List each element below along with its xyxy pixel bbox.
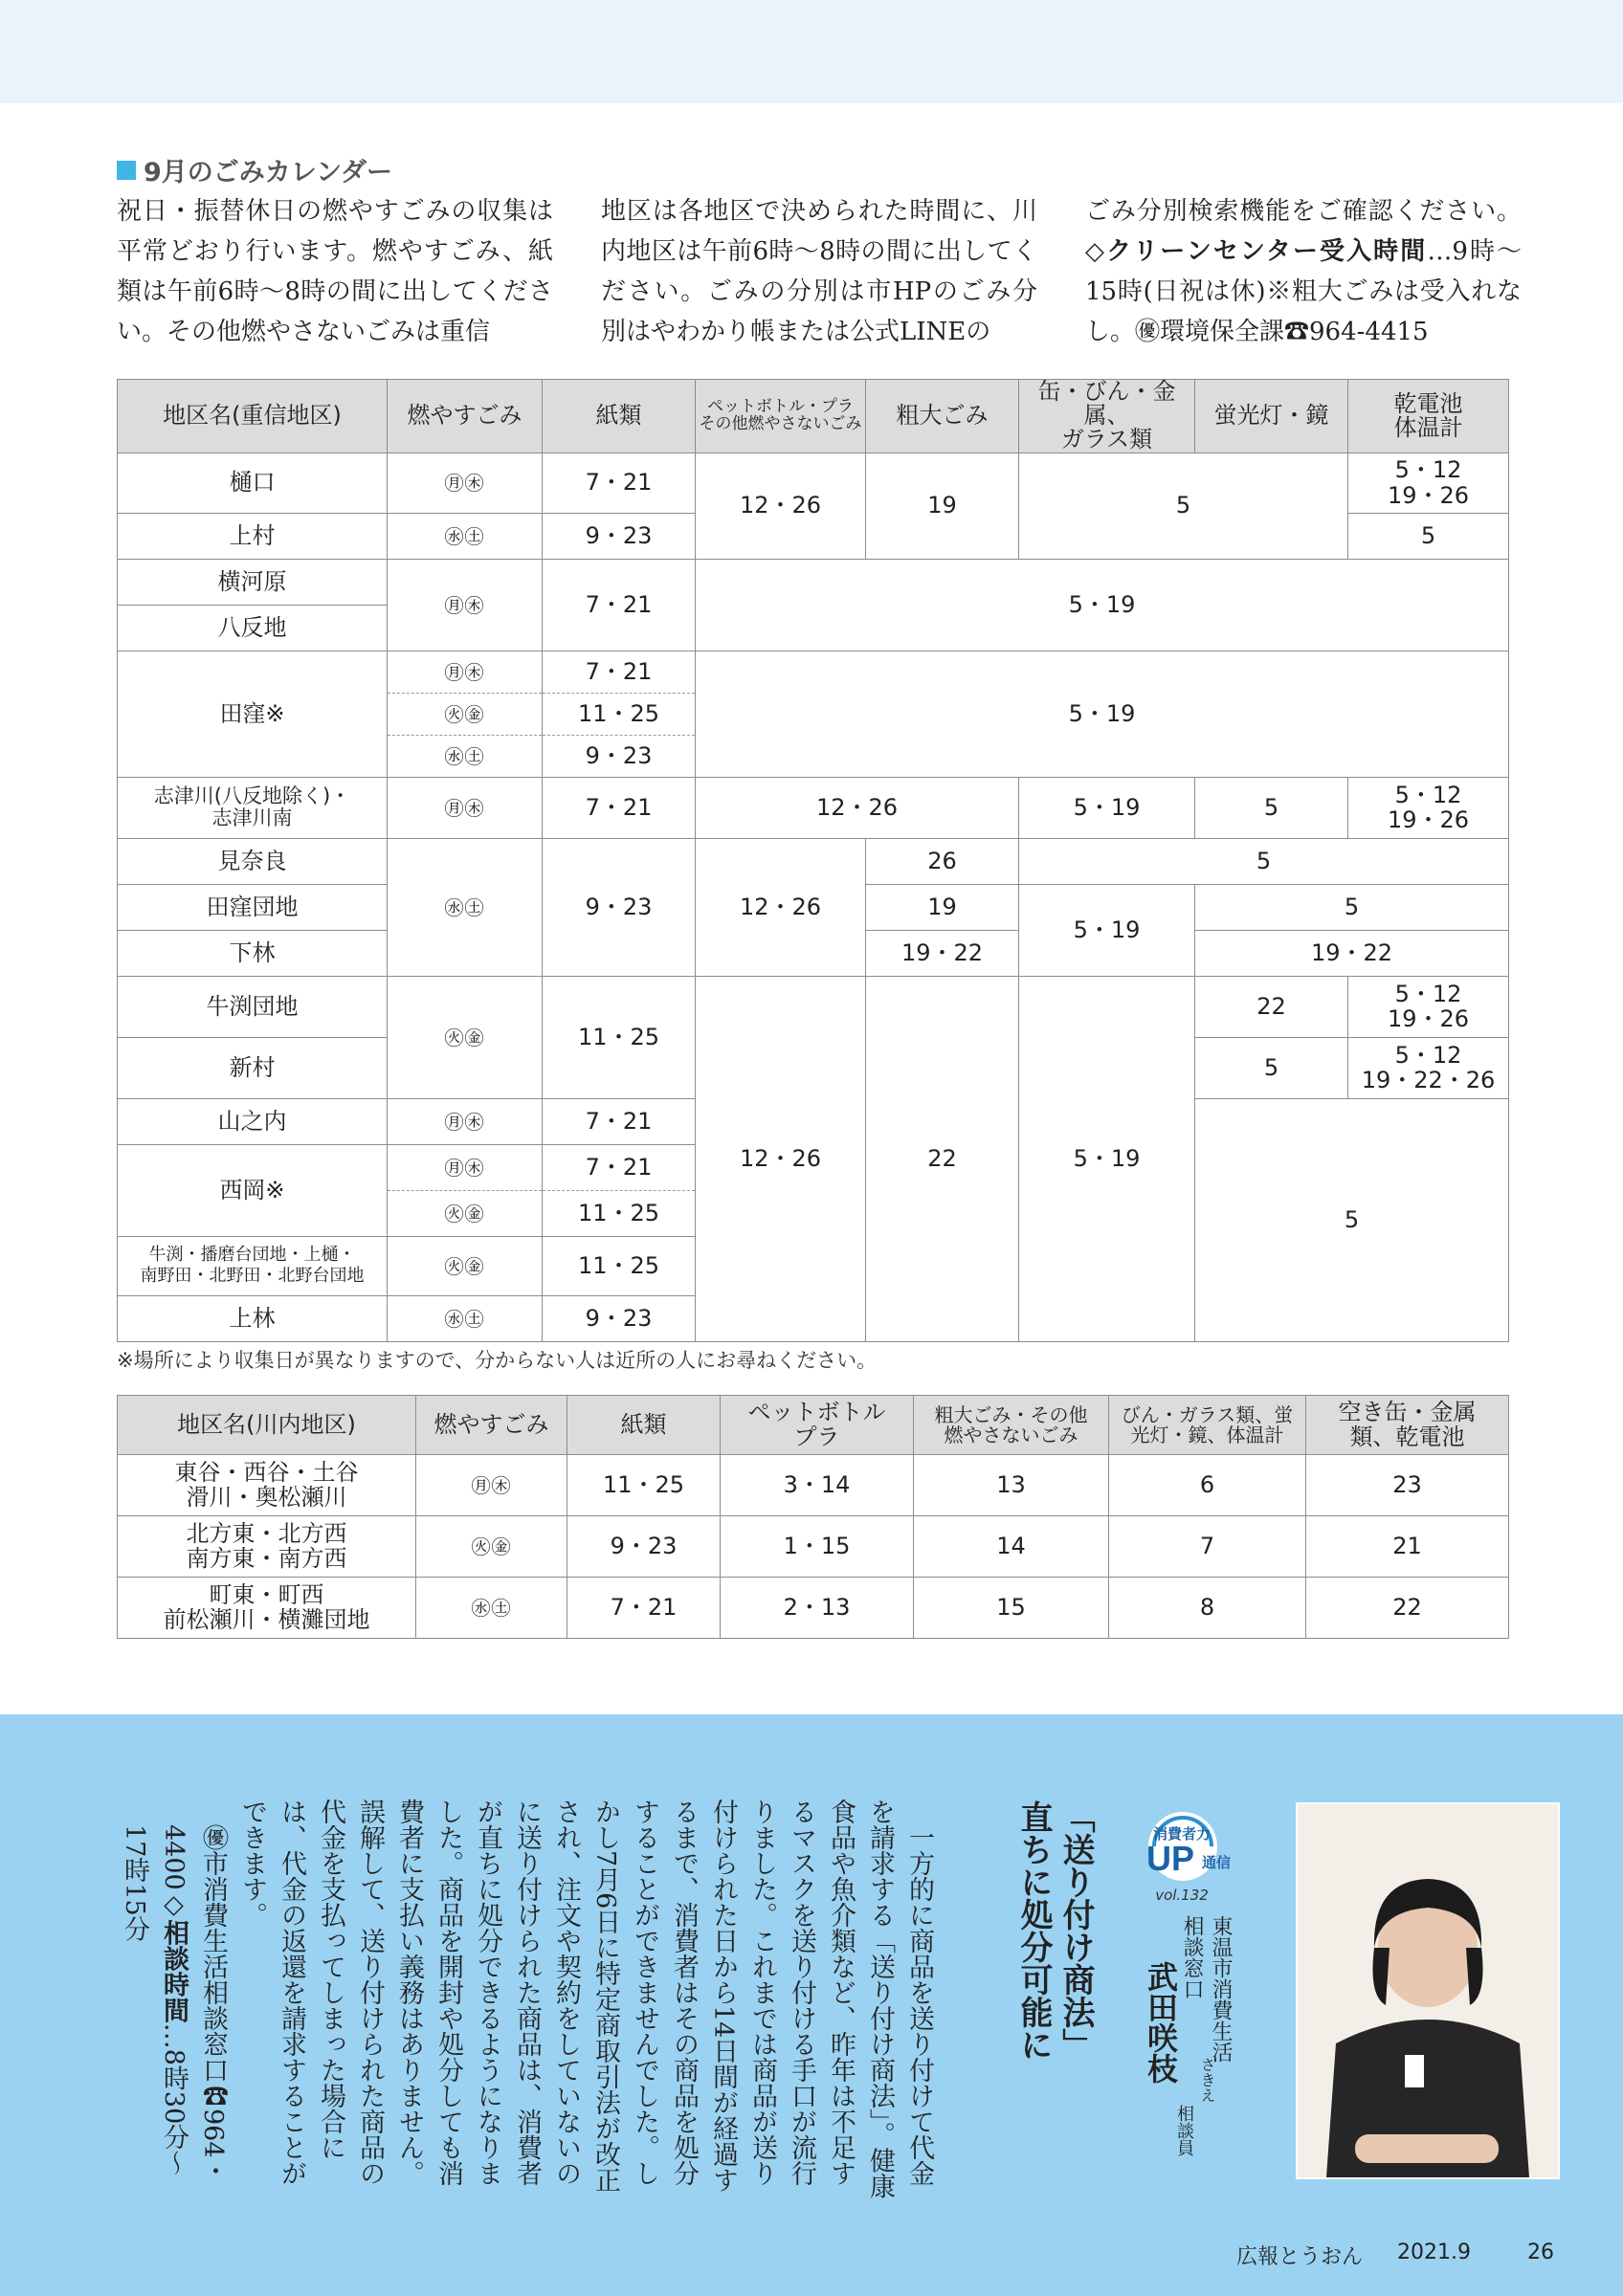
burnable-days: ㊊㊍ [416,1455,567,1516]
bulky-dates: 13 [914,1455,1109,1516]
burnable-days: ㊌㊏ [388,1295,543,1341]
table-header-row [118,380,1509,453]
table-row [118,453,1509,513]
col-header: 粗大ごみ [866,380,1019,453]
paper-dates: 9・23 [543,735,696,777]
paper-dates: 7・21 [543,651,696,693]
area-name: 山之内 [118,1098,388,1144]
battery-dates: 5・12 19・22・26 [1348,1037,1509,1098]
footer-page-number: 26 [1527,2241,1554,2264]
pet-dates: 12・26 [696,838,866,976]
bulky-dates: 22 [866,976,1019,1341]
bulky-dates: 19 [866,453,1019,559]
bulky-dates: 14 [914,1516,1109,1578]
other-dates: 5・19 [696,651,1509,777]
bulky-dates: 19 [866,884,1019,930]
pet-dates: 12・26 [696,453,866,559]
person-photo-icon [1298,1804,1558,2177]
lamps-dates: 22 [1195,976,1348,1037]
square-bullet-icon [117,161,136,180]
bulky-dates: 15 [914,1578,1109,1639]
burnable-days: ㊋㊎ [388,693,543,735]
battery-dates: 5・12 19・26 [1348,777,1509,838]
burnable-days: ㊌㊏ [388,735,543,777]
intro-col-2: 地区は各地区で決められた時間に、川内地区は午前6時～8時の間に出してください。ごみの分別は市HPのごみ分別はやわかり帳または公式LINEの [601,197,1037,346]
paper-dates: 11・25 [567,1455,721,1516]
col-header: 缶・びん・金属、 ガラス類 [1019,380,1195,453]
paper-dates: 11・25 [543,1236,696,1295]
paper-dates: 7・21 [543,1098,696,1144]
table-row [118,777,1509,838]
area-name: 志津川(八反地除く)・ 志津川南 [118,777,388,838]
paper-dates: 7・21 [567,1578,721,1639]
col-header: 紙類 [567,1396,721,1455]
col-header: 空き缶・金属 類、乾電池 [1306,1396,1509,1455]
paper-dates: 7・21 [543,559,696,651]
bulky-dates: 26 [866,838,1019,884]
other-dates: 5・19 [696,559,1509,651]
table-row [118,651,1509,693]
area-name: 樋口 [118,453,388,513]
table-row [118,1455,1509,1516]
footer-publication: 広報とうおん [1236,2245,1364,2269]
col-header: ペットボトル・プラ その他燃やさないごみ [696,380,866,453]
paper-dates: 11・25 [543,1190,696,1236]
burnable-days: ㊋㊎ [388,976,543,1098]
pet-dates: 1・15 [721,1516,914,1578]
footer-date: 2021.9 [1397,2241,1471,2264]
affiliation: 東温市消費生活 相談窓口 [1180,1915,1233,2063]
counselor-role: 相談員 [1174,2105,1194,2156]
burnable-days: ㊋㊎ [388,1190,543,1236]
paper-dates: 7・21 [543,453,696,513]
burnable-days: ㊊㊍ [388,1144,543,1190]
consumer-up-logo [1125,1802,1238,1908]
paper-dates: 11・25 [543,693,696,735]
counselor-photo [1296,1802,1560,2179]
section-title: 9月のごみカレンダー [117,151,392,188]
lamps-dates: 5 [1195,1037,1348,1098]
battery-dates: 5・12 19・26 [1348,453,1509,513]
burnable-days: ㊋㊎ [416,1516,567,1578]
logo-top-text: 消費者力 [1152,1825,1211,1843]
lamps-battery-dates: 5 [1195,884,1509,930]
cans-lamps-dates: 5 [1019,453,1348,559]
shigenobu-calendar-table [117,379,1509,1342]
burnable-days: ㊊㊍ [388,453,543,513]
area-name: 町東・町西 前松瀬川・横灘団地 [118,1578,416,1639]
battery-dates: 5・12 19・26 [1348,976,1509,1037]
cans-dates: 5・19 [1019,976,1195,1341]
intro-col-1: 祝日・振替休日の燃やすごみの収集は平常どおり行います。燃やすごみ、紙類は午前6時～8時の間に出してください。その他燃やさないごみは重信 [117,197,553,346]
col-header: 粗大ごみ・その他 燃やさないごみ [914,1396,1109,1455]
pet-bulky-dates: 12・26 [696,777,1019,838]
battery-dates: 5 [1348,513,1509,559]
area-name: 上村 [118,513,388,559]
area-name: 田窪団地 [118,884,388,930]
logo-vol: vol.132 [1155,1887,1209,1904]
burnable-days: ㊌㊏ [388,838,543,976]
col-header: ペットボトル プラ [721,1396,914,1455]
burnable-days: ㊌㊏ [388,513,543,559]
logo-up-text: UP [1146,1839,1195,1878]
area-name: 見奈良 [118,838,388,884]
table-row [118,838,1509,884]
name-kana: さきえ [1198,2057,1216,2103]
col-header: 地区名(重信地区) [118,380,388,453]
cans-dates: 5・19 [1019,777,1195,838]
area-name: 下林 [118,930,388,976]
cans-lamps-battery-dates: 5 [1019,838,1509,884]
table-note: ※場所により収集日が異なりますので、分からない人は近所の人にお尋ねください。 [117,1349,878,1372]
table-row [118,1516,1509,1578]
logo-right-text: 通信 [1202,1854,1232,1871]
paper-dates: 9・23 [543,513,696,559]
intro-text [117,191,1522,352]
col-header: 乾電池 体温計 [1348,380,1509,453]
article-contact: ㊝市消費生活相談窓口☎964・4400◇相談時間…8時30分～17時15分 [120,1824,228,2184]
table-header-row [118,1396,1509,1455]
cans-dates: 22 [1306,1578,1509,1639]
burnable-days: ㊊㊍ [388,777,543,838]
paper-dates: 11・25 [543,976,696,1098]
bulky-dates: 19・22 [866,930,1019,976]
table-row [118,559,1509,605]
bottles-dates: 7 [1109,1516,1306,1578]
area-name: 横河原 [118,559,388,605]
article-heading: 「送り付け商法」 直ちに処分可能に [1014,1800,1095,2061]
top-band [0,0,1623,103]
burnable-days: ㊊㊍ [388,1098,543,1144]
area-name: 牛渕・播磨台団地・上樋・ 南野田・北野田・北野台団地 [118,1236,388,1295]
cans-dates: 21 [1306,1516,1509,1578]
area-name: 西岡※ [118,1144,388,1236]
area-name: 田窪※ [118,651,388,777]
intro-col-3: ごみ分別検索機能をご確認ください。◇クリーンセンター受入時間…9時～15時(日祝は休)※粗大ごみは受入れなし。㊝環境保全課☎964-4415 [1085,197,1523,346]
burnable-days: ㊊㊍ [388,651,543,693]
pet-dates: 12・26 [696,976,866,1341]
pet-dates: 3・14 [721,1455,914,1516]
bottles-dates: 6 [1109,1455,1306,1516]
col-header: びん・ガラス類、蛍 光灯・鏡、体温計 [1109,1396,1306,1455]
col-header: 燃やすごみ [388,380,543,453]
lamps-battery-dates: 19・22 [1195,930,1509,976]
kawauchi-calendar-table [117,1395,1509,1639]
area-name: 八反地 [118,605,388,651]
paper-dates: 9・23 [567,1516,721,1578]
counselor-name: 武田咲枝 [1143,1961,1179,2084]
bottles-dates: 8 [1109,1578,1306,1639]
cans-dates: 5・19 [1019,884,1195,976]
paper-dates: 7・21 [543,1144,696,1190]
area-name: 東谷・西谷・土谷 滑川・奥松瀬川 [118,1455,416,1516]
col-header: 紙類 [543,380,696,453]
paper-dates: 7・21 [543,777,696,838]
area-name: 新村 [118,1037,388,1098]
area-name: 上林 [118,1295,388,1341]
lamps-battery-dates: 5 [1195,1098,1509,1341]
area-name: 北方東・北方西 南方東・南方西 [118,1516,416,1578]
table-row [118,1578,1509,1639]
paper-dates: 9・23 [543,1295,696,1341]
lamps-dates: 5 [1195,777,1348,838]
burnable-days: ㊊㊍ [388,559,543,651]
burnable-days: ㊋㊎ [388,1236,543,1295]
col-header: 燃やすごみ [416,1396,567,1455]
cans-dates: 23 [1306,1455,1509,1516]
burnable-days: ㊌㊏ [416,1578,567,1639]
table-row [118,976,1509,1037]
article-body: 一方的に商品を送り付けて代金を請求する「送り付け商法」。健康食品や魚介類など、昨年は不足するマスクを送り付ける手口が流行りました。これまでは商品が送り付けられた日から14日間が経過するまで、消費者はその商品を処分することができませんでした。しかし7月6日に特定商取引法が改正され、注文や契約をしていないのに送り付けられた商品は、消費者が直ちに処分できるようになりました。商品を開封や処分しても消費者に支払い義務はありません。誤解して、送り付けられた商品の代金を支払ってしまった場合には、代金の返還を請求することができます。 ㊝市消費生活相談窓口☎964・4400◇相談時間…8時30分～17時15分 [115,1799,939,2200]
col-header: 蛍光灯・鏡 [1195,380,1348,453]
pet-dates: 2・13 [721,1578,914,1639]
col-header: 地区名(川内地区) [118,1396,416,1455]
area-name: 牛渕団地 [118,976,388,1037]
paper-dates: 9・23 [543,838,696,976]
